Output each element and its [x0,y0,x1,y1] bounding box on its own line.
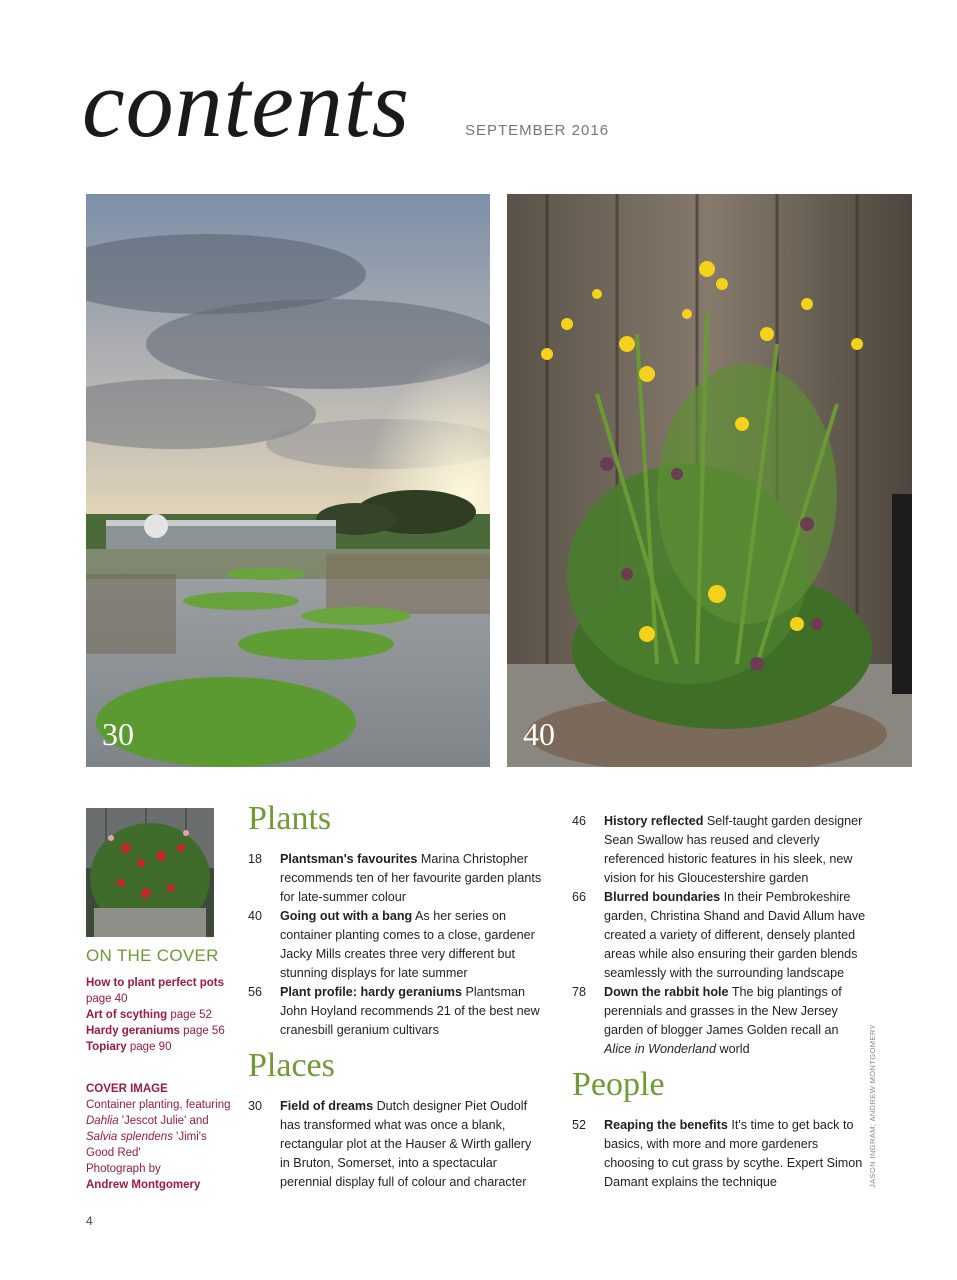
cover-image-caption: COVER IMAGE Container planting, featuring Dahlia 'Jescot Julie' and Salvia splendens 'Jimi's Good Red' Photograph by Andrew Montgomery [86,1081,236,1193]
entry-page-number: 66 [572,890,587,904]
contents-entry[interactable]: 18 Plantsman's favourites Marina Christopher recommends ten of her favourite garden plants for late-summer colour [248,852,542,904]
page-title: contents [82,50,410,157]
entry-page-number: 46 [572,814,587,828]
section-heading-people: People [572,1066,665,1103]
photo-page-number: 30 [102,716,134,752]
contents-entry[interactable]: 46 History reflected Self-taught garden designer Sean Swallow has reused and cleverly referenced historic features in his sleek, new vision for his Gloucestershire garden [572,814,863,885]
entry-page-number: 18 [248,852,263,866]
cover-thumbnail[interactable] [86,808,214,937]
entry-page-number: 56 [248,985,263,999]
container-planting-image [507,194,912,767]
contents-entry[interactable]: 78 Down the rabbit hole The big plantings of perennials and grasses in the New Jersey garden of blogger James Golden recall an Alice in Wonderland world [572,985,842,1056]
issue-date: SEPTEMBER 2016 [465,122,610,139]
photo-credit: JASON INGRAM; ANDREW MONTGOMERY [868,1024,877,1188]
entry-page-number: 78 [572,985,587,999]
section-heading-plants: Plants [248,800,332,837]
contents-entry[interactable]: 52 Reaping the benefits It's time to get back to basics, with more and more gardeners choosing to cut grass by scythe. Expert Simon Damant explains the technique [572,1118,863,1189]
photo-page-number: 40 [523,716,555,752]
entry-title: Going out with a bang [280,909,413,923]
on-the-cover-heading: ON THE COVER [86,946,219,965]
cover-story-item[interactable]: How to plant perfect pots page 40 [86,977,224,1005]
cover-image-label: COVER IMAGE [86,1083,168,1095]
section-heading-places: Places [248,1047,335,1084]
entry-title: Blurred boundaries [604,890,721,904]
entry-title: Field of dreams [280,1099,374,1113]
cover-story-item[interactable]: Art of scything page 52 [86,1009,212,1021]
cover-story-item[interactable]: Hardy geraniums page 56 [86,1025,225,1037]
entry-title: Down the rabbit hole [604,985,729,999]
entry-title: Plantsman's favourites [280,852,418,866]
contents-entry[interactable]: 56 Plant profile: hardy geraniums Plantsman John Hoyland recommends 21 of the best new cranesbill geranium cultivars [248,985,540,1037]
entry-title: Plant profile: hardy geraniums [280,985,462,999]
entry-page-number: 52 [572,1118,587,1132]
photographer-name: Andrew Montgomery [86,1179,201,1191]
entry-title: History reflected [604,814,704,828]
going-out-with-a-bang-photo[interactable] [507,194,912,767]
entry-page-number: 40 [248,909,263,923]
garden-landscape-image [86,194,490,767]
cover-story-list [86,975,236,1055]
entry-title: Reaping the benefits [604,1118,728,1132]
cover-story-item[interactable]: Topiary page 90 [86,1041,172,1053]
contents-entry[interactable]: 66 Blurred boundaries In their Pembrokeshire garden, Christina Shand and David Allum have created a variety of different, densely planted areas while also ensuring their garden blends seamlessly with the surrounding landscape [572,890,866,980]
page-number: 4 [86,1214,93,1228]
field-of-dreams-photo[interactable] [86,194,490,767]
cover-thumbnail-image [86,808,214,937]
entry-page-number: 30 [248,1099,263,1113]
contents-entry[interactable]: 40 Going out with a bang As her series on container planting comes to a close, gardener Jacky Mills creates three very different but stunning displays for late summer [248,909,535,980]
contents-entry[interactable]: 30 Field of dreams Dutch designer Piet Oudolf has transformed what was once a blank, rectangular plot at the Hauser & Wirth gallery in Bruton, Somerset, into a spectacular perennial display full of colour and character [248,1099,532,1189]
